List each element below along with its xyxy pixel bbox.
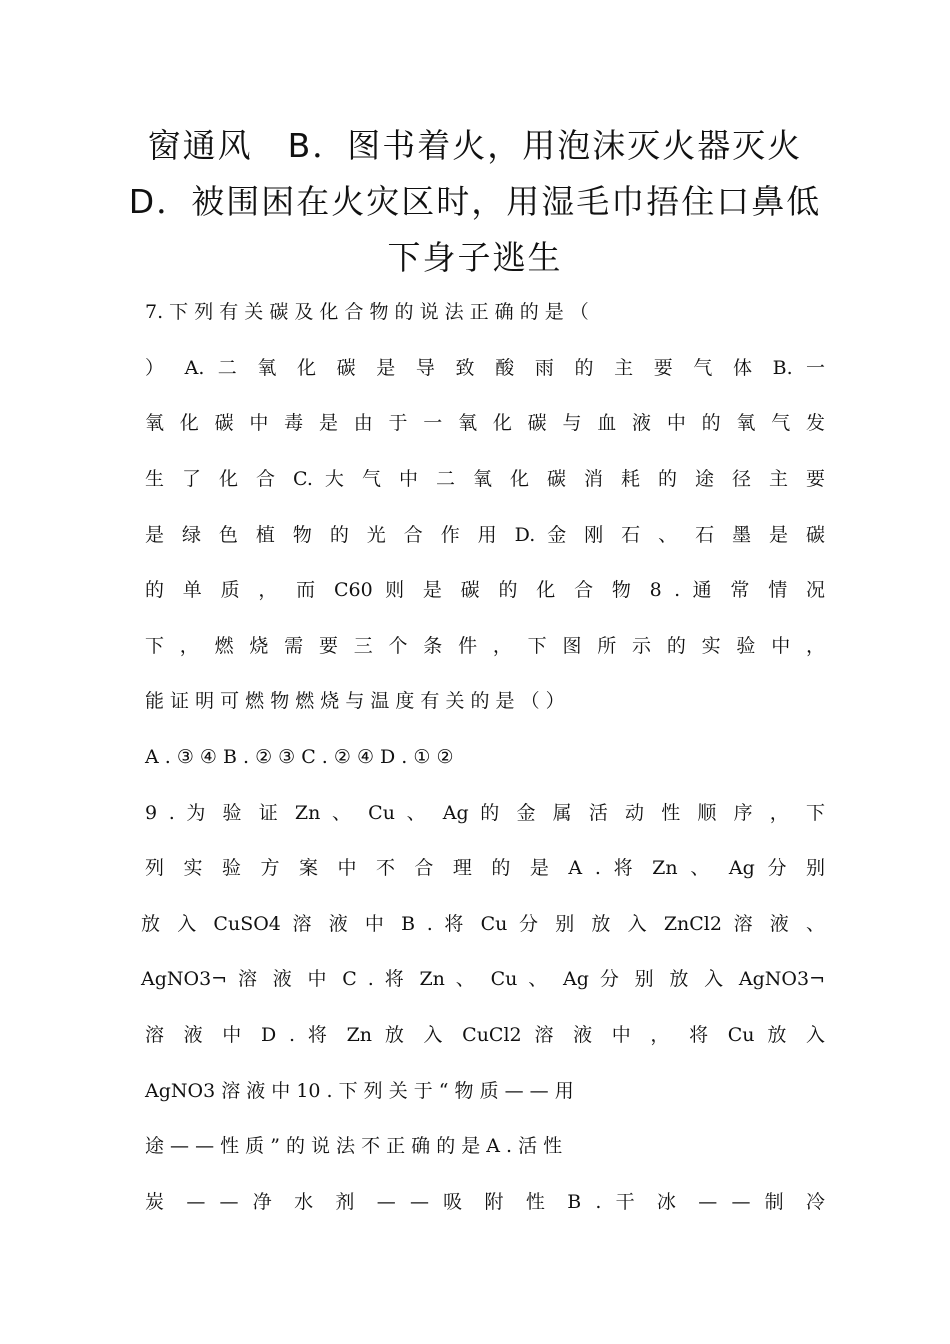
- text-line: AgNO3 溶 液 中 10 . 下 列 关 于 “ 物 质 — — 用: [145, 1080, 574, 1102]
- text-line: 下 ， 燃 烧 需 要 三 个 条 件 ， 下 图 所 示 的 实 验 中 ，: [145, 635, 825, 657]
- text-line: 是 绿 色 植 物 的 光 合 作 用 D. 金 刚 石 、 石 墨 是 碳: [145, 524, 825, 546]
- heading-line: 窗通风 B．图书着火，用泡沫灭火器灭火: [147, 126, 803, 165]
- text-line: 能 证 明 可 燃 物 燃 烧 与 温 度 有 关 的 是 （ ）: [145, 690, 565, 712]
- text-line: 途 — — 性 质 ” 的 说 法 不 正 确 的 是 A . 活 性: [145, 1135, 563, 1157]
- text-line: 的 单 质 ， 而 C60 则 是 碳 的 化 合 物 8 . 通 常 情 况: [145, 579, 825, 601]
- text-line: 放 入 CuSO4 溶 液 中 B . 将 Cu 分 别 放 入 ZnCl2 溶 液 、: [141, 913, 825, 935]
- text-line: 氧 化 碳 中 毒 是 由 于 一 氧 化 碳 与 血 液 中 的 氧 气 发: [145, 412, 825, 434]
- text-line: 7. 下 列 有 关 碳 及 化 合 物 的 说 法 正 确 的 是 （: [145, 301, 589, 323]
- heading-line: 下身子逃生: [387, 238, 563, 277]
- text-line: 炭 — — 净 水 剂 — — 吸 附 性 B . 干 冰 — — 制 冷: [145, 1191, 825, 1213]
- text-line: 生 了 化 合 C. 大 气 中 二 氧 化 碳 消 耗 的 途 径 主 要: [145, 468, 825, 490]
- text-line: 9 . 为 验 证 Zn 、 Cu 、 Ag 的 金 属 活 动 性 顺 序 ， 下: [145, 802, 825, 824]
- text-line: A . ③ ④ B . ② ③ C . ② ④ D . ① ②: [145, 746, 454, 768]
- heading-line: D．被围困在火灾区时，用湿毛巾捂住口鼻低: [128, 182, 822, 221]
- text-line: 溶 液 中 D . 将 Zn 放 入 CuCl2 溶 液 中 ， 将 Cu 放 入: [145, 1024, 825, 1046]
- text-line: 列 实 验 方 案 中 不 合 理 的 是 A . 将 Zn 、 Ag 分 别: [145, 857, 825, 879]
- text-line: ） A. 二 氧 化 碳 是 导 致 酸 雨 的 主 要 气 体 B. 一: [145, 357, 825, 379]
- text-line: AgNO3¬ 溶 液 中 C . 将 Zn 、 Cu 、 Ag 分 别 放 入 AgNO3¬: [141, 968, 825, 990]
